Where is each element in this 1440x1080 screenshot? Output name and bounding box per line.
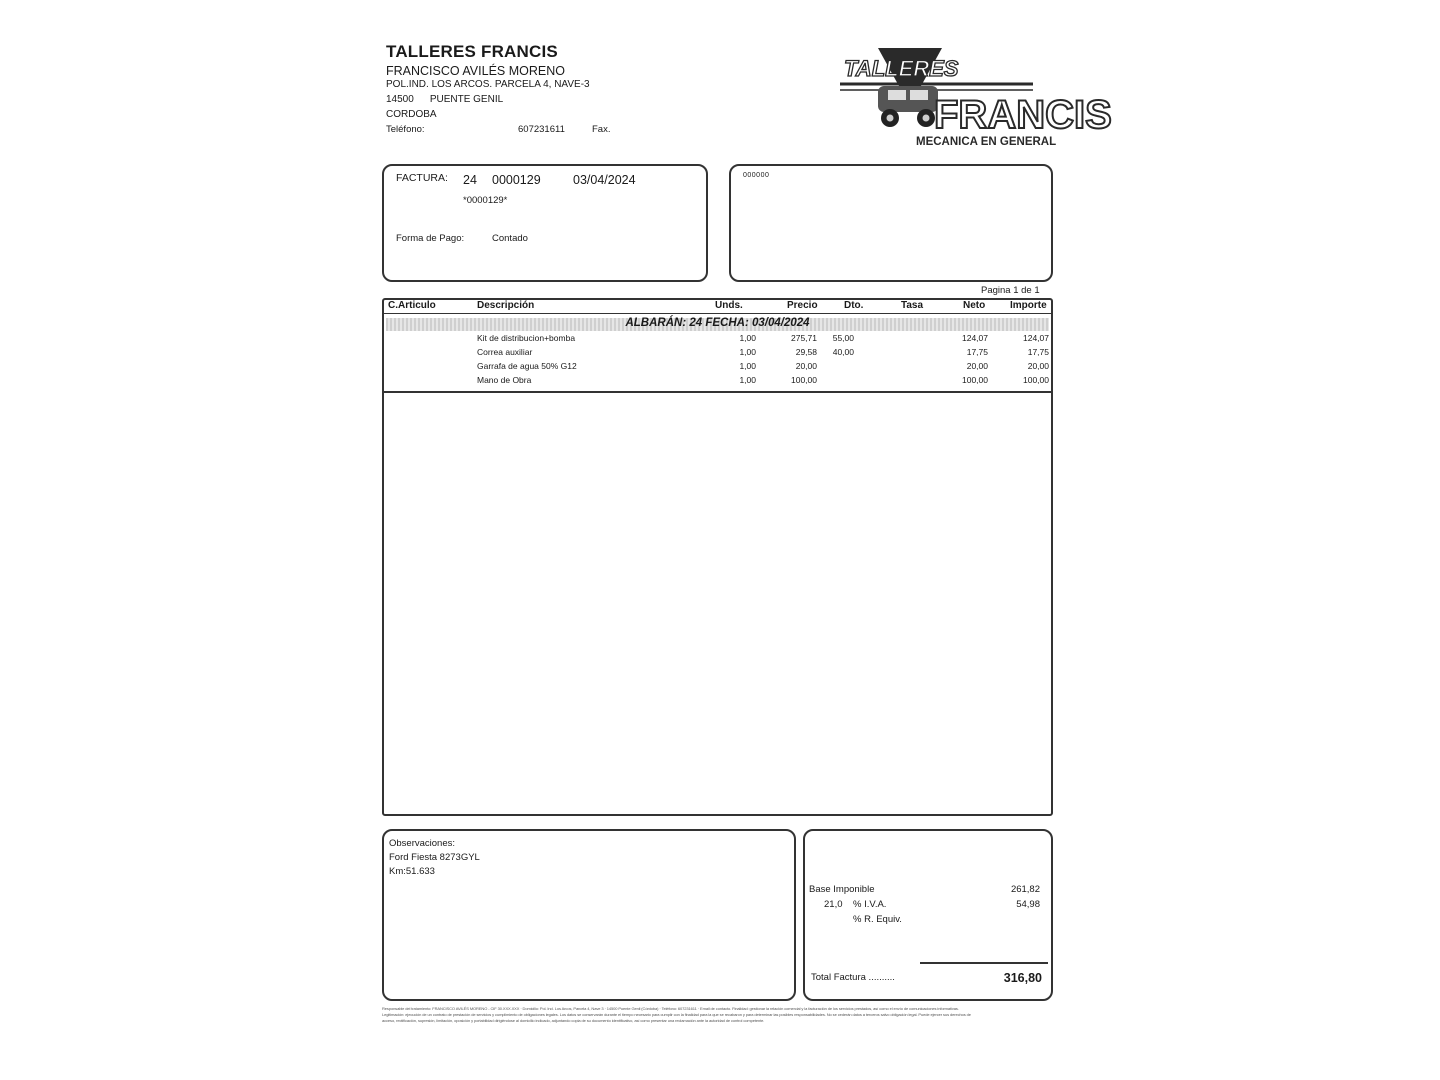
base-label: Base Imponible: [809, 884, 875, 895]
table-row-amount: 124,07: [1023, 333, 1049, 343]
invoice-date: 03/04/2024: [573, 173, 636, 187]
col-header-rate: Tasa: [901, 300, 924, 311]
table-row-description: Correa auxiliar: [477, 347, 533, 357]
company-postal-city: [386, 94, 503, 105]
fax-label: Fax.: [592, 124, 611, 135]
vat-value: 54,98: [1016, 899, 1040, 910]
table-row-price: 275,71: [791, 333, 817, 343]
page-info: Pagina 1 de 1: [981, 285, 1040, 296]
table-row-description: Garrafa de agua 50% G12: [477, 361, 577, 371]
company-logo: [838, 48, 1112, 153]
legal-footer: Responsable del tratamiento: FRANCISCO AVILÉS MORENO - CIF 30.XXX.XXX · Domicilio: Pol. Ind. Los Arcos, Parcela 4, Nave 3 · 14500 Puente Genil (Córdoba) · Teléfono: 607231611 · Email de contacto. Finalidad: gestionar la relación comercial y la facturación de los servicios prestados, así como el envío de comunicaciones informativas. Legitimación: ejecución de un contrato de prestación de servicios y cumplimiento de obligaciones legales. Los datos se conservarán durante el tiempo necesario para cumplir con la finalidad para la que se recabaron y para determinar las posibles responsabilidades. No se cederán datos a terceros salvo obligación legal. Puede ejercer sus derechos de acceso, rectificación, supresión, limitación, oposición y portabilidad dirigiéndose al domicilio indicado, adjuntando copia de su documento identificativo, así como presentar una reclamación ante la autoridad de control competente.: [382, 1006, 971, 1023]
invoice-label: FACTURA:: [396, 172, 448, 184]
invoice-series: 24: [463, 173, 477, 187]
table-row-net: 124,07: [962, 333, 988, 343]
base-value: 261,82: [1010, 884, 1040, 895]
total-divider: [920, 962, 1048, 964]
table-row-discount: 55,00: [832, 333, 854, 343]
client-box: [729, 164, 1053, 282]
table-row-discount: 40,00: [832, 347, 854, 357]
vat-rate: 21,0: [824, 899, 843, 910]
total-value: 316,80: [1003, 971, 1042, 985]
car-icon: [878, 86, 938, 127]
col-header-discount: Dto.: [844, 300, 864, 311]
logo-line2: FRANCIS: [934, 93, 1112, 137]
vat-label: % I.V.A.: [853, 899, 887, 910]
invoice-barcode-text: *0000129*: [463, 195, 508, 206]
col-header-price: Precio: [787, 300, 818, 311]
table-row-units: 1,00: [739, 375, 756, 385]
table-row-units: 1,00: [739, 333, 756, 343]
table-row-units: 1,00: [739, 347, 756, 357]
table-row-net: 17,75: [966, 347, 988, 357]
company-owner: FRANCISCO AVILÉS MORENO: [386, 64, 565, 78]
col-header-amount: Importe: [1010, 300, 1047, 311]
payment-label: Forma de Pago:: [396, 233, 465, 244]
postal-code: 14500: [386, 94, 414, 105]
header-divider: [384, 313, 1051, 314]
table-row-amount: 17,75: [1027, 347, 1049, 357]
table-row-units: 1,00: [739, 361, 756, 371]
client-code: 000000: [743, 172, 770, 179]
observations-label: Observaciones:: [389, 838, 456, 849]
total-label: Total Factura ..........: [811, 972, 895, 983]
invoice-number: 0000129: [492, 173, 541, 187]
table-row-amount: 20,00: [1027, 361, 1049, 371]
observations-vehicle: Ford Fiesta 8273GYL: [389, 852, 480, 863]
table-row-description: Mano de Obra: [477, 375, 532, 385]
table-row-description: Kit de distribucion+bomba: [477, 333, 576, 343]
table-row-net: 100,00: [962, 375, 988, 385]
col-header-code: C.Articulo: [388, 300, 436, 311]
company-address: POL.IND. LOS ARCOS. PARCELA 4, NAVE-3: [386, 79, 590, 90]
logo-tagline: MECANICA EN GENERAL: [916, 136, 1057, 148]
table-row-price: 100,00: [791, 375, 817, 385]
company-name: TALLERES FRANCIS: [386, 42, 558, 61]
re-label: % R. Equiv.: [853, 914, 902, 925]
rows-divider: [384, 391, 1051, 393]
col-header-net: Neto: [963, 300, 986, 311]
phone-label: Teléfono:: [386, 124, 425, 135]
company-province: CORDOBA: [386, 109, 437, 120]
phone-value: 607231611: [518, 124, 565, 135]
observations-km: Km:51.633: [389, 866, 435, 877]
albaran-header: ALBARÁN: 24 FECHA: 03/04/2024: [625, 317, 810, 329]
col-header-description: Descripción: [477, 300, 535, 311]
payment-value: Contado: [492, 233, 528, 244]
table-row-price: 29,58: [795, 347, 817, 357]
table-row-net: 20,00: [966, 361, 988, 371]
table-row-amount: 100,00: [1023, 375, 1049, 385]
logo-line1: TALLERES: [844, 56, 959, 81]
city: PUENTE GENIL: [429, 94, 504, 105]
table-row-price: 20,00: [795, 361, 817, 371]
col-header-units: Unds.: [715, 300, 743, 311]
